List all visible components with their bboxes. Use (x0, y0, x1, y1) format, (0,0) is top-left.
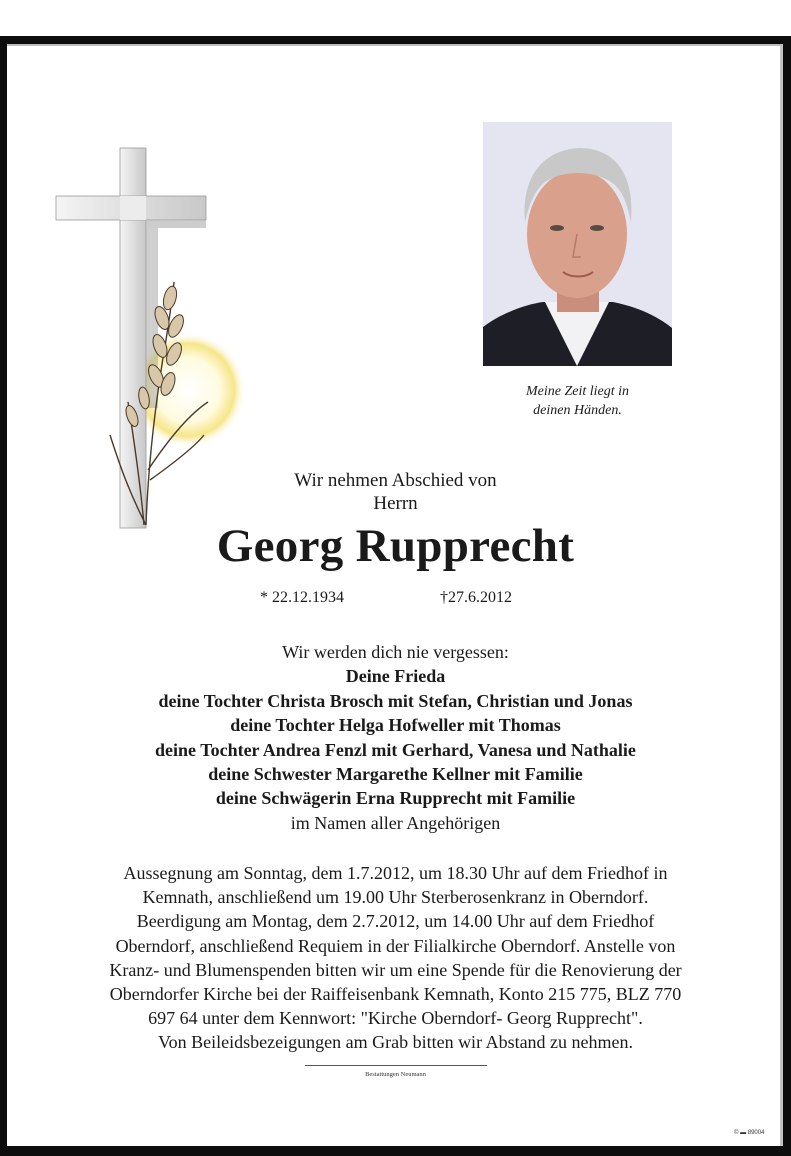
detail-line: Kemnath, anschließend um 19.00 Uhr Sterberosenkranz in Oberndorf. (142, 887, 649, 908)
mourner-line: deine Schwägerin Erna Rupprecht mit Familie (215, 788, 576, 809)
farewell-heading (0, 469, 791, 515)
detail-line: Beerdigung am Montag, dem 2.7.2012, um 14.00 Uhr auf dem Friedhof (136, 911, 655, 932)
detail-line: Von Beileidsbezeigungen am Grab bitten wir Abstand zu nehmen. (157, 1032, 634, 1053)
funeral-home-label: Bestattungen Neumann (365, 1071, 426, 1078)
mourners-intro: Wir werden dich nie vergessen: (282, 642, 509, 662)
farewell-line: Wir nehmen Abschied von (294, 470, 497, 491)
mourner-line: deine Schwester Margarethe Kellner mit Familie (208, 764, 583, 785)
mourner-line: Deine Frieda (345, 666, 446, 687)
birth-date: * 22.12.1934 (260, 589, 344, 606)
deceased-name: Georg Rupprecht (216, 520, 575, 572)
mourner-line: deine Tochter Christa Brosch mit Stefan, Christian und Jonas (158, 690, 633, 711)
detail-line: Oberndorfer Kirche bei der Raiffeisenbank Kemnath, Konto 215 775, BLZ 770 (109, 984, 682, 1005)
printer-logo: © ▬ 89004 (734, 1130, 765, 1136)
portrait-photo (483, 122, 672, 366)
portrait-icon (483, 122, 672, 366)
detail-line: Kranz- und Blumenspenden bitten wir um eine Spende für die Renovierung der (109, 959, 682, 980)
photo-caption (483, 382, 672, 420)
mourners-list (0, 640, 791, 835)
service-details (0, 861, 791, 1055)
mourner-line: deine Tochter Helga Hofweller mit Thomas (230, 715, 561, 736)
caption-line: Meine Zeit liegt in (525, 384, 630, 399)
mourner-line: deine Tochter Andrea Fenzl mit Gerhard, Vanesa und Nathalie (155, 739, 636, 760)
mourners-outro: im Namen aller Angehörigen (290, 812, 501, 833)
detail-line: Aussegnung am Sonntag, dem 1.7.2012, um 18.30 Uhr auf dem Friedhof in (123, 863, 668, 883)
caption-line: deinen Händen. (533, 403, 622, 418)
detail-line: 697 64 unter dem Kennwort: "Kirche Oberndorf- Georg Rupprecht". (148, 1008, 643, 1029)
death-date: †27.6.2012 (440, 589, 512, 606)
farewell-line: Herrn (373, 493, 418, 514)
detail-line: Oberndorf, anschließend Requiem in der Filialkirche Oberndorf. Anstelle von (115, 935, 676, 956)
divider-rule (305, 1065, 487, 1066)
